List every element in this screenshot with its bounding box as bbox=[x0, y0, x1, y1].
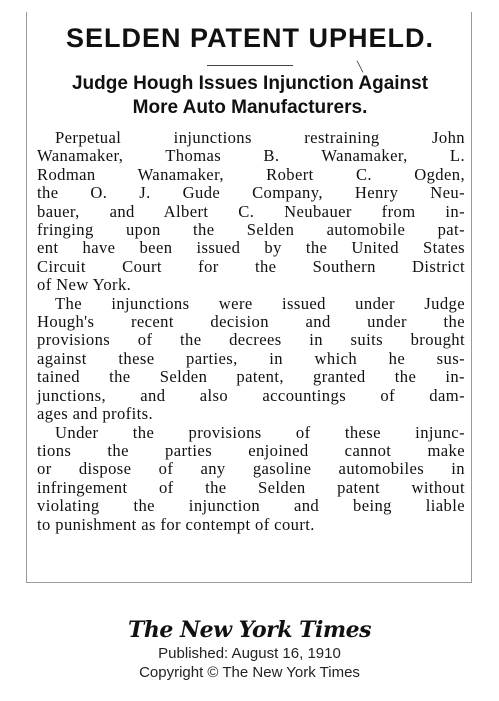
print-speck: ╲ bbox=[357, 62, 364, 73]
attribution-footer bbox=[0, 616, 499, 682]
body-line: Perpetual injunctions restraining John bbox=[55, 128, 465, 147]
body-line: tions the parties enjoined cannot make bbox=[37, 440, 465, 460]
subhead bbox=[27, 72, 473, 120]
nyt-masthead-logo: The New York Times bbox=[127, 617, 372, 643]
body-line: bauer, and Albert C. Neubauer from in- bbox=[37, 201, 465, 221]
body-line: Hough's recent decision and under the bbox=[37, 312, 465, 332]
article-body bbox=[37, 129, 465, 534]
body-line: ages and profits. bbox=[37, 404, 154, 424]
body-line: violating the injunction and being liable bbox=[37, 496, 465, 516]
subhead-line-2: More Auto Manufacturers. bbox=[132, 97, 368, 118]
body-line: Rodman Wanamaker, Robert C. Ogden, bbox=[37, 164, 465, 184]
body-line: junctions, and also accountings of dam- bbox=[37, 385, 465, 405]
copyright-notice: Copyright © The New York Times bbox=[139, 664, 360, 681]
body-line: to punishment as for contempt of court. bbox=[37, 514, 315, 534]
body-line: provisions of the decrees in suits brought bbox=[37, 330, 465, 350]
body-line: tained the Selden patent, granted the in- bbox=[37, 367, 465, 387]
newspaper-clipping bbox=[26, 12, 472, 583]
body-line: ent have been issued by the United States bbox=[37, 238, 465, 258]
headline-divider bbox=[207, 65, 293, 66]
body-line: of New York. bbox=[37, 275, 132, 295]
body-line: against these parties, in which he sus- bbox=[37, 348, 465, 368]
body-line: fringing upon the Selden automobile pat- bbox=[37, 220, 465, 240]
headline: SELDEN PATENT UPHELD. bbox=[65, 23, 435, 53]
body-line: Wanamaker, Thomas B. Wanamaker, L. bbox=[37, 146, 465, 166]
subhead-line-1: Judge Hough Issues Injunction Against bbox=[71, 73, 429, 94]
body-line: The injunctions were issued under Judge bbox=[55, 293, 465, 313]
body-line: Circuit Court for the Southern District bbox=[37, 256, 465, 276]
body-line: the O. J. Gude Company, Henry Neu- bbox=[37, 183, 465, 203]
body-line: infringement of the Selden patent without bbox=[37, 477, 465, 497]
body-line: Under the provisions of these injunc- bbox=[55, 422, 465, 442]
published-date: Published: August 16, 1910 bbox=[158, 645, 341, 662]
body-line: or dispose of any gasoline automobiles in bbox=[37, 459, 465, 479]
